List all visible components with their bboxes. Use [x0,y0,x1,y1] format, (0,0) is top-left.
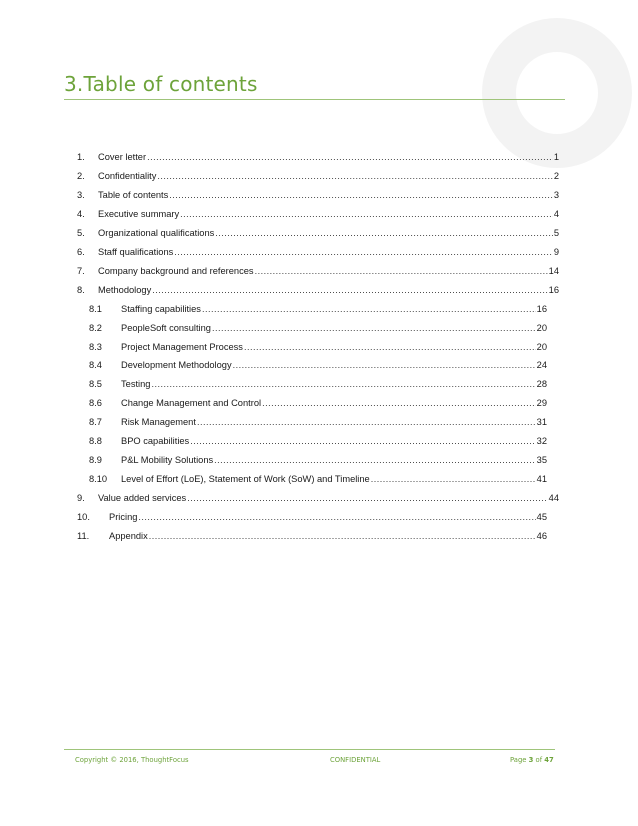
toc-leader-dots [202,302,536,316]
toc-leader-dots [151,377,535,391]
footer-page-current: 3 [528,756,534,764]
toc-number: 3. [77,189,85,200]
toc-entry[interactable] [77,188,559,202]
toc-leader-dots [255,264,548,278]
toc-title[interactable]: PeopleSoft consulting [121,322,211,333]
toc-number: 8.5 [89,379,102,390]
page-heading: 3.Table of contents [64,72,258,96]
footer-divider [64,749,555,750]
toc-page-number: 32 [536,436,547,447]
toc-entry[interactable] [89,472,547,486]
toc-entry[interactable] [77,150,559,164]
toc-number: 8. [77,284,85,295]
toc-entry[interactable] [89,321,547,335]
toc-title[interactable]: Table of contents [98,189,169,200]
toc-page-number: 35 [536,455,547,466]
toc-number: 8.2 [89,322,102,333]
toc-number: 8.1 [89,303,102,314]
toc-leader-dots [371,472,536,486]
toc-entry[interactable] [89,340,547,354]
footer-page-of: of [535,756,543,764]
toc-title[interactable]: Project Management Process [121,341,243,352]
toc-leader-dots [174,245,553,259]
toc-title[interactable]: Confidentiality [98,170,157,181]
toc-title[interactable]: Level of Effort (LoE), Statement of Work (SoW) and Timeline [121,474,370,485]
toc-page-number: 45 [536,512,547,523]
toc-number: 9. [77,493,85,504]
toc-entry[interactable] [89,396,547,410]
toc-entry[interactable] [77,169,559,183]
toc-entry[interactable] [77,510,547,524]
toc-title[interactable]: Risk Management [121,417,196,428]
toc-title[interactable]: Appendix [109,531,148,541]
toc-title[interactable]: Executive summary [98,208,180,219]
toc-title[interactable]: Staff qualifications [98,246,174,257]
toc-number: 8.6 [89,398,102,409]
toc-entry[interactable] [77,245,559,259]
toc-number: 1. [77,152,85,162]
toc-page-number: 31 [536,417,547,428]
toc-entry[interactable] [77,226,559,240]
toc-page-number: 1 [553,152,559,162]
toc-leader-dots [157,169,552,183]
toc-number: 8.4 [89,360,102,371]
toc-title[interactable]: Organizational qualifications [98,227,215,238]
toc-leader-dots [180,207,553,221]
toc-number: 7. [77,265,85,276]
toc-leader-dots [147,150,553,164]
toc-page-number: 14 [548,265,559,276]
footer-page-number [510,756,554,764]
toc-entry[interactable] [77,283,559,297]
toc-entry[interactable] [77,491,559,505]
toc-number: 11. [77,531,90,541]
toc-page-number: 24 [536,360,547,371]
toc-page-number: 41 [536,474,547,485]
toc-page-number: 46 [536,531,547,541]
toc-title[interactable]: Value added services [98,493,187,504]
toc-page-number: 29 [536,398,547,409]
toc-number: 8.7 [89,417,102,428]
toc-entry[interactable] [77,207,559,221]
toc-leader-dots [244,340,536,354]
toc-number: 4. [77,208,85,219]
toc-entry[interactable] [77,529,547,543]
toc-leader-dots [215,226,553,240]
toc-page-number: 4 [553,208,559,219]
toc-entry[interactable] [89,302,547,316]
toc-number: 8.9 [89,455,102,466]
toc-entry[interactable] [89,415,547,429]
toc-leader-dots [197,415,536,429]
toc-number: 10. [77,512,90,523]
toc-page-number: 16 [536,303,547,314]
toc-page-number: 20 [536,322,547,333]
toc-page-number: 20 [536,341,547,352]
footer-confidential: CONFIDENTIAL [330,756,381,764]
footer-copyright: Copyright © 2016, ThoughtFocus [75,756,189,764]
heading-divider [64,99,565,100]
toc-number: 8.3 [89,341,102,352]
toc-entry[interactable] [89,434,547,448]
toc-title[interactable]: Development Methodology [121,360,232,371]
toc-leader-dots [169,188,553,202]
toc-leader-dots [214,453,536,467]
toc-page-number: 2 [553,170,559,181]
toc-leader-dots [152,283,547,297]
decorative-ring [482,18,632,168]
footer-page-total: 47 [544,756,554,764]
toc-title[interactable]: P&L Mobility Solutions [121,455,214,466]
toc-title[interactable]: Pricing [109,512,138,523]
toc-title[interactable]: Testing [121,379,151,390]
toc-title[interactable]: BPO capabilities [121,436,190,447]
toc-page-number: 16 [548,284,559,295]
toc-title[interactable]: Company background and references [98,265,254,276]
toc-page-number: 3 [553,189,559,200]
toc-leader-dots [233,358,536,372]
toc-leader-dots [262,396,536,410]
toc-leader-dots [149,529,536,543]
toc-number: 8.10 [89,474,108,485]
toc-number: 2. [77,170,85,181]
toc-title[interactable]: Staffing capabilities [121,303,201,314]
toc-title[interactable]: Cover letter [98,152,147,162]
toc-number: 5. [77,227,85,238]
toc-entry[interactable] [89,453,547,467]
footer-page-label: Page [510,756,527,764]
toc-number: 6. [77,246,85,257]
toc-page-number: 5 [553,227,559,238]
toc-entry[interactable] [89,358,547,372]
toc-page-number: 44 [548,493,559,504]
toc-entry[interactable] [77,264,559,278]
toc-leader-dots [190,434,535,448]
toc-entry[interactable] [89,377,547,391]
toc-leader-dots [138,510,535,524]
toc-title[interactable]: Change Management and Control [121,398,262,409]
toc-page-number: 28 [536,379,547,390]
toc-title[interactable]: Methodology [98,284,152,295]
toc-leader-dots [212,321,536,335]
toc-page-number: 9 [553,246,559,257]
toc-number: 8.8 [89,436,102,447]
toc-leader-dots [187,491,547,505]
